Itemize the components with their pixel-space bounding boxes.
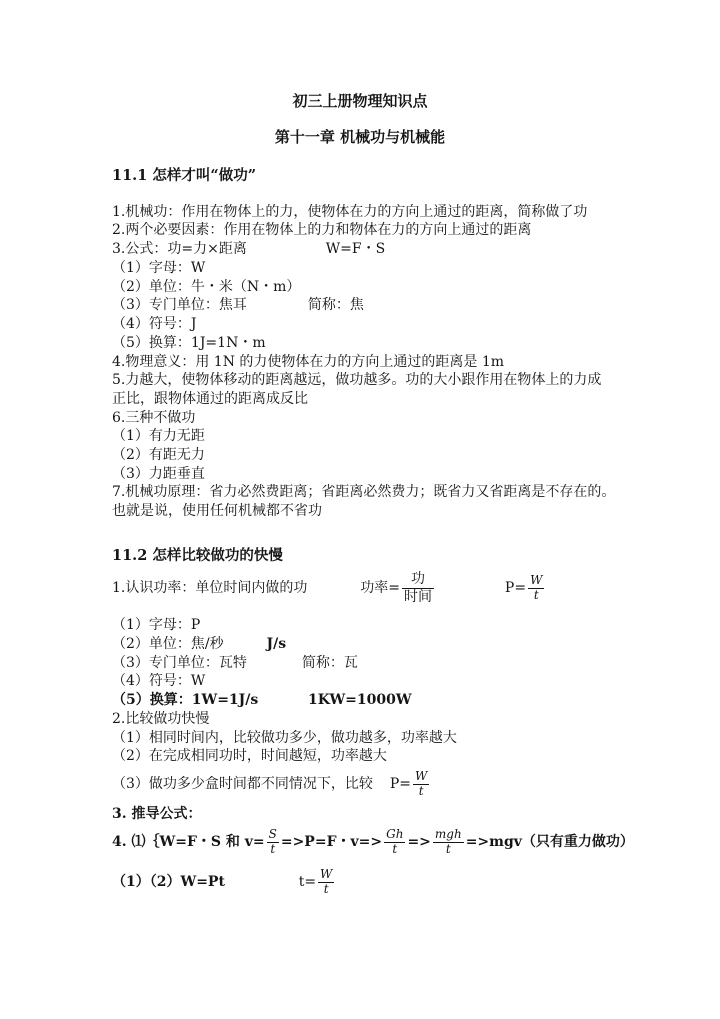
fraction: $\frac{W}{t}$ bbox=[530, 572, 543, 602]
text-line bbox=[112, 297, 364, 314]
text-line: （2）单位：牛・米（N・m） bbox=[112, 279, 301, 295]
fraction: $\frac{\text{功}}{\text{时间}}$ bbox=[404, 571, 432, 605]
section-heading-11-2: 11.2 怎样比较做功的快慢 bbox=[112, 547, 283, 564]
text-line: （4）符号：W bbox=[112, 673, 206, 689]
fraction: $\frac{W}{t}$ bbox=[414, 768, 428, 798]
text-line: （2）在完成相同功时，时间越短，功率越大 bbox=[112, 748, 387, 764]
fraction: $\frac{S}{t}$ bbox=[268, 826, 277, 856]
formula-label: 3.公式：功=力×距离 bbox=[112, 241, 247, 257]
text-line: 2.比较做功快慢 bbox=[112, 711, 210, 727]
text-line: 正比，跟物体通过的距离成反比 bbox=[112, 391, 308, 407]
fraction: $\frac{W}{t}$ bbox=[320, 866, 333, 896]
text-line: （3）做功多少盒时间都不同情况下，比较 P= $\frac{W}{t}$ bbox=[112, 768, 428, 798]
text-line: 7.机械功原理：省力必然费距离；省距离必然费力；既省力又省距离是不存在的。 bbox=[112, 484, 616, 500]
text-line: 4.物理意义：用 1N 的力使物体在力的方向上通过的距离是 1m bbox=[112, 354, 505, 370]
text-line: 6.三种不做功 bbox=[112, 410, 196, 426]
text-line: （1）字母：P bbox=[112, 617, 201, 633]
text-line: （2）单位：焦/秒 J/s bbox=[112, 636, 287, 652]
section-heading-11-1: 11.1 怎样才叫“做功” bbox=[112, 167, 257, 184]
fraction: $\frac{\text{mgh}}{t}$ bbox=[434, 826, 462, 856]
unit-abbrev: 简称：焦 bbox=[307, 297, 364, 313]
text-line: 5.力越大，使物体移动的距离越远，做功越多。功的大小跟作用在物体上的力成 bbox=[112, 372, 602, 388]
text-line: 也就是说，使用任何机械都不省功 bbox=[112, 503, 322, 519]
text-line: （1）相同时间内，比较做功多少，做功越多，功率越大 bbox=[112, 730, 457, 746]
chapter-title: 第十一章 机械功与机械能 bbox=[274, 128, 446, 146]
document-title: 初三上册物理知识点 bbox=[292, 92, 428, 110]
text-line: （1）有力无距 bbox=[112, 428, 205, 444]
text-line: 1.机械功：作用在物体上的力，使物体在力的方向上通过的距离，简称做了功 bbox=[112, 204, 588, 220]
text-line: （5）换算：1J=1N・m bbox=[112, 335, 266, 351]
text: 功率= bbox=[360, 580, 400, 596]
text-line: （3）力距垂直 bbox=[112, 466, 205, 482]
fraction: $\frac{Gh}{t}$ bbox=[386, 826, 404, 856]
text-line: （1）字母：W bbox=[112, 260, 206, 276]
text-line: 2.两个必要因素：作用在物体上的力和物体在力的方向上通过的距离 bbox=[112, 222, 532, 238]
text-line: （4）符号：J bbox=[112, 316, 197, 332]
text: 1.认识功率：单位时间内做的功 bbox=[112, 580, 308, 596]
text-line: （3）专门单位：瓦特 简称：瓦 bbox=[112, 655, 358, 671]
power-definition-line bbox=[112, 568, 546, 608]
text-line: （5）换算：1W=1J/s 1KW=1000W bbox=[112, 692, 412, 708]
formula: W=F・S bbox=[325, 241, 386, 257]
text-line bbox=[112, 241, 385, 258]
text-line: 3. 推导公式： bbox=[112, 806, 202, 822]
derived-formula-line: 4. ⑴｛W=F・S 和 v= $\frac{S}{t}$ =>P=F・v=> $\frac{Gh}{t}$ => $\frac{\text{mgh}}{t}$ =>mgv（只有重力做功） bbox=[112, 826, 634, 856]
unit-label: （3）专门单位：焦耳 bbox=[112, 297, 247, 313]
text-line: （2）有距无力 bbox=[112, 447, 205, 463]
text: P= bbox=[504, 580, 527, 596]
formula-line: （1）（2）W=Pt t= $\frac{W}{t}$ bbox=[112, 866, 333, 896]
